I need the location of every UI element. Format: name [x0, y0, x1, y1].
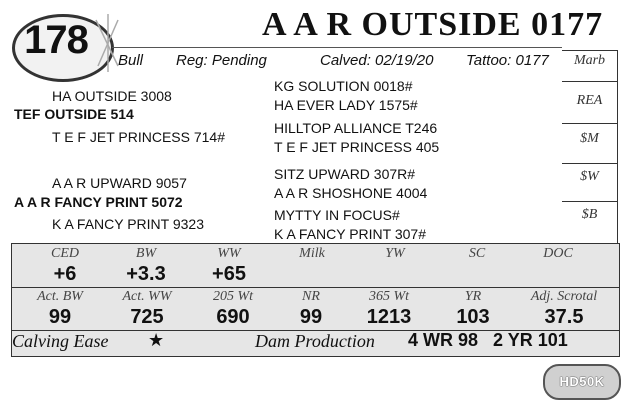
perf-label-adj-scrotal: Adj. Scrotal: [530, 289, 598, 304]
perf-label-365-wt: 365 Wt: [368, 289, 410, 304]
pedigree-dam-dam: K A FANCY PRINT 9323: [52, 216, 205, 232]
pedigree-dam-dam-sire: MYTTY IN FOCUS#: [274, 207, 400, 223]
dam-production-label: Dam Production: [255, 331, 375, 351]
sex-label: Bull: [118, 52, 144, 69]
epd-label-doc: DOC: [543, 246, 573, 261]
perf-label-nr: NR: [302, 289, 320, 304]
tattoo-label: Tattoo: 0177: [466, 52, 549, 69]
side-label-marb: Marb: [573, 53, 606, 68]
perf-value-act-ww: 725: [130, 306, 164, 328]
perf-value-adj-scrotal: 37.5: [544, 306, 584, 328]
side-divider: [562, 123, 617, 124]
perf-label-yr: YR: [464, 289, 482, 304]
pedigree-sire-sire-sire: KG SOLUTION 0018#: [274, 78, 413, 94]
pedigree-sire-sire-dam: HA EVER LADY 1575#: [274, 97, 418, 113]
perf-value-yr: 103: [456, 306, 490, 328]
side-label-w: $W: [580, 169, 599, 184]
pedigree-dam-sire-dam: A A R SHOSHONE 4004: [274, 185, 428, 201]
perf-label-act-ww: Act. WW: [122, 289, 172, 304]
pedigree-sire-sire: HA OUTSIDE 3008: [52, 88, 172, 104]
perf-value-365-wt: 1213: [366, 306, 412, 328]
pedigree-sire-dam: T E F JET PRINCESS 714#: [52, 129, 225, 145]
pedigree-sire-dam-dam: T E F JET PRINCESS 405: [274, 139, 440, 155]
pedigree-dam: A A R FANCY PRINT 5072: [14, 194, 183, 210]
perf-value-205-wt: 690: [216, 306, 250, 328]
hd50k-badge: HD50K: [543, 364, 621, 400]
side-divider: [562, 163, 617, 164]
pedigree-dam-sire: A A R UPWARD 9057: [52, 175, 187, 191]
calving-ease-label: Calving Ease: [12, 331, 109, 351]
side-label-m: $M: [580, 131, 599, 146]
side-label-b: $B: [581, 207, 598, 222]
epd-label-ww: WW: [217, 246, 241, 261]
registration-label: Reg: Pending: [176, 52, 267, 69]
dam-production-value: 4 WR 98 2 YR 101: [408, 330, 568, 350]
side-divider: [562, 201, 617, 202]
lot-number: 178: [24, 18, 88, 62]
perf-value-nr: 99: [299, 306, 323, 328]
epd-value-ww: +65: [212, 263, 246, 285]
perf-value-act-bw: 99: [48, 306, 72, 328]
perf-label-act-bw: Act. BW: [37, 289, 83, 304]
side-label-rea: REA: [576, 93, 603, 108]
epd-value-bw: +3.3: [126, 263, 166, 285]
pedigree-dam-sire-sire: SITZ UPWARD 307R#: [274, 166, 416, 182]
animal-name: A A R OUTSIDE 0177: [262, 6, 604, 43]
pedigree-sire-dam-sire: HILLTOP ALLIANCE T246: [274, 120, 438, 136]
epd-label-milk: Milk: [299, 246, 325, 261]
star-icon: ★: [148, 330, 165, 350]
pedigree-dam-dam-dam: K A FANCY PRINT 307#: [274, 226, 427, 242]
table-row-divider: [12, 287, 619, 288]
header-divider: [112, 47, 562, 48]
side-score-column: [562, 50, 618, 244]
epd-label-bw: BW: [135, 246, 157, 261]
calved-date: Calved: 02/19/20: [320, 52, 434, 69]
side-divider: [562, 81, 617, 82]
epd-label-ced: CED: [51, 246, 79, 261]
epd-label-sc: SC: [468, 246, 486, 261]
epd-label-yw: YW: [385, 246, 405, 261]
perf-label-205-wt: 205 Wt: [212, 289, 254, 304]
pedigree-sire: TEF OUTSIDE 514: [14, 106, 134, 122]
epd-value-ced: +6: [53, 263, 77, 285]
